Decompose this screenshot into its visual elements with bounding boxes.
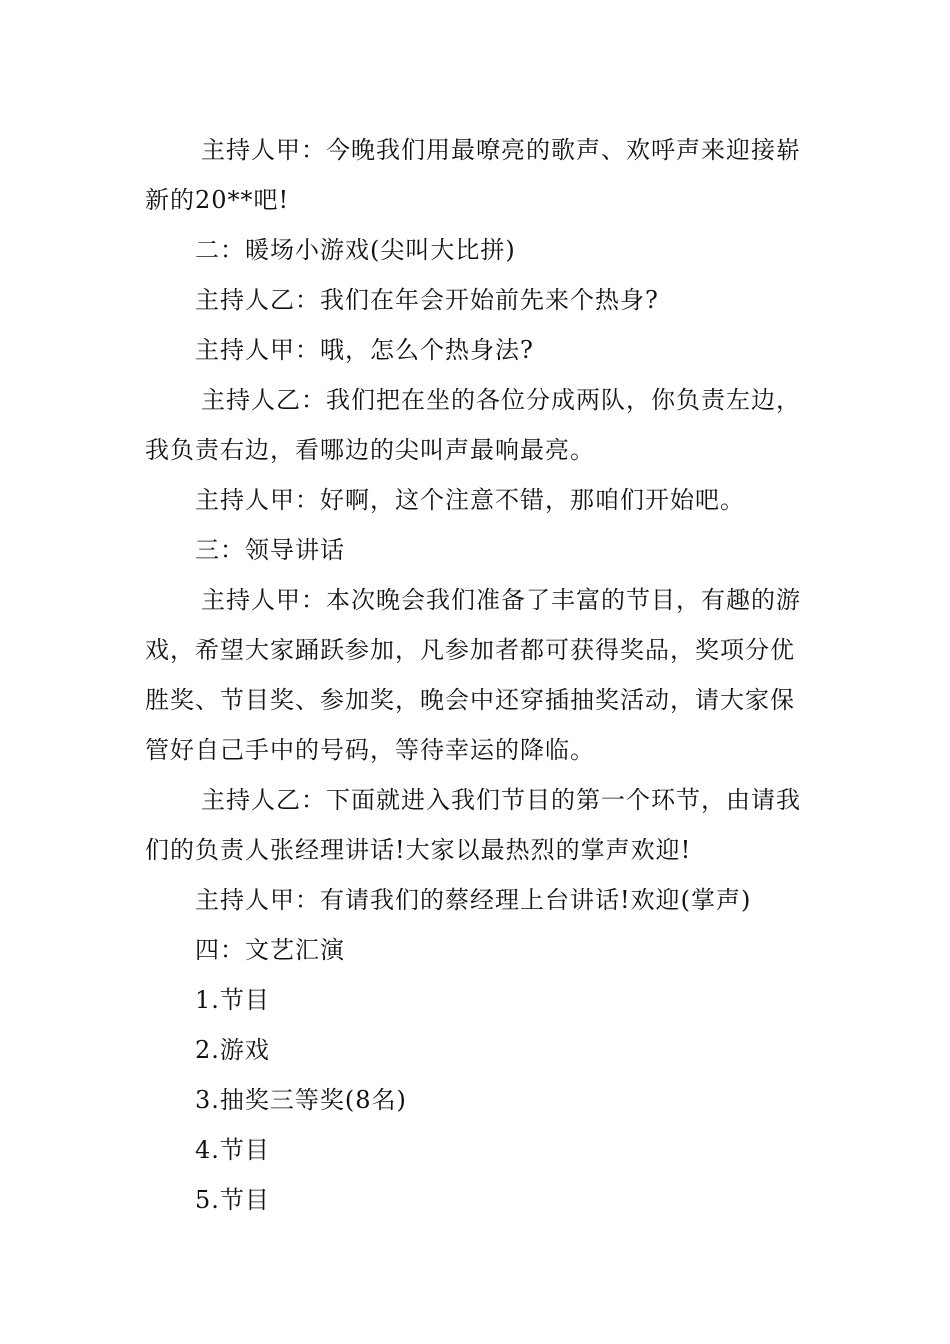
section-heading-warmup-game: 二：暖场小游戏(尖叫大比拼) xyxy=(195,236,516,264)
paragraph-host-a-opening: 主持人甲：今晚我们用最嘹亮的歌声、欢呼声来迎接崭新的20**吧! xyxy=(145,136,801,214)
paragraph-host-b-teams: 主持人乙：我们把在坐的各位分成两队，你负责左边，我负责右边，看哪边的尖叫声最响最亮。 xyxy=(145,386,801,464)
paragraph-host-a-invite: 主持人甲：有请我们的蔡经理上台讲话!欢迎(掌声) xyxy=(195,886,752,914)
section-heading-leader-speech: 三：领导讲话 xyxy=(195,536,345,564)
list-item-program-5: 5.节目 xyxy=(195,1186,270,1214)
list-item-lottery-3: 3.抽奖三等奖(8名) xyxy=(195,1086,407,1114)
list-item-program-4: 4.节目 xyxy=(195,1136,270,1164)
paragraph-host-a-agree: 主持人甲：好啊，这个注意不错，那咱们开始吧。 xyxy=(195,486,745,514)
list-item-program-1: 1.节目 xyxy=(195,986,270,1014)
paragraph-host-b-intro-speech: 主持人乙：下面就进入我们节目的第一个环节，由请我们的负责人张经理讲话!大家以最热烈的掌声欢迎! xyxy=(145,786,801,864)
list-item-game-2: 2.游戏 xyxy=(195,1036,270,1064)
section-heading-performance: 四：文艺汇演 xyxy=(195,936,345,964)
paragraph-host-a-prizes: 主持人甲：本次晚会我们准备了丰富的节目，有趣的游戏，希望大家踊跃参加，凡参加者都可获得奖品，奖项分优胜奖、节目奖、参加奖，晚会中还穿插抽奖活动，请大家保管好自己手中的号码，等待幸运的降临。 xyxy=(145,586,801,764)
paragraph-host-b-warmup: 主持人乙：我们在年会开始前先来个热身? xyxy=(195,286,659,314)
paragraph-host-a-question: 主持人甲：哦，怎么个热身法? xyxy=(195,336,534,364)
